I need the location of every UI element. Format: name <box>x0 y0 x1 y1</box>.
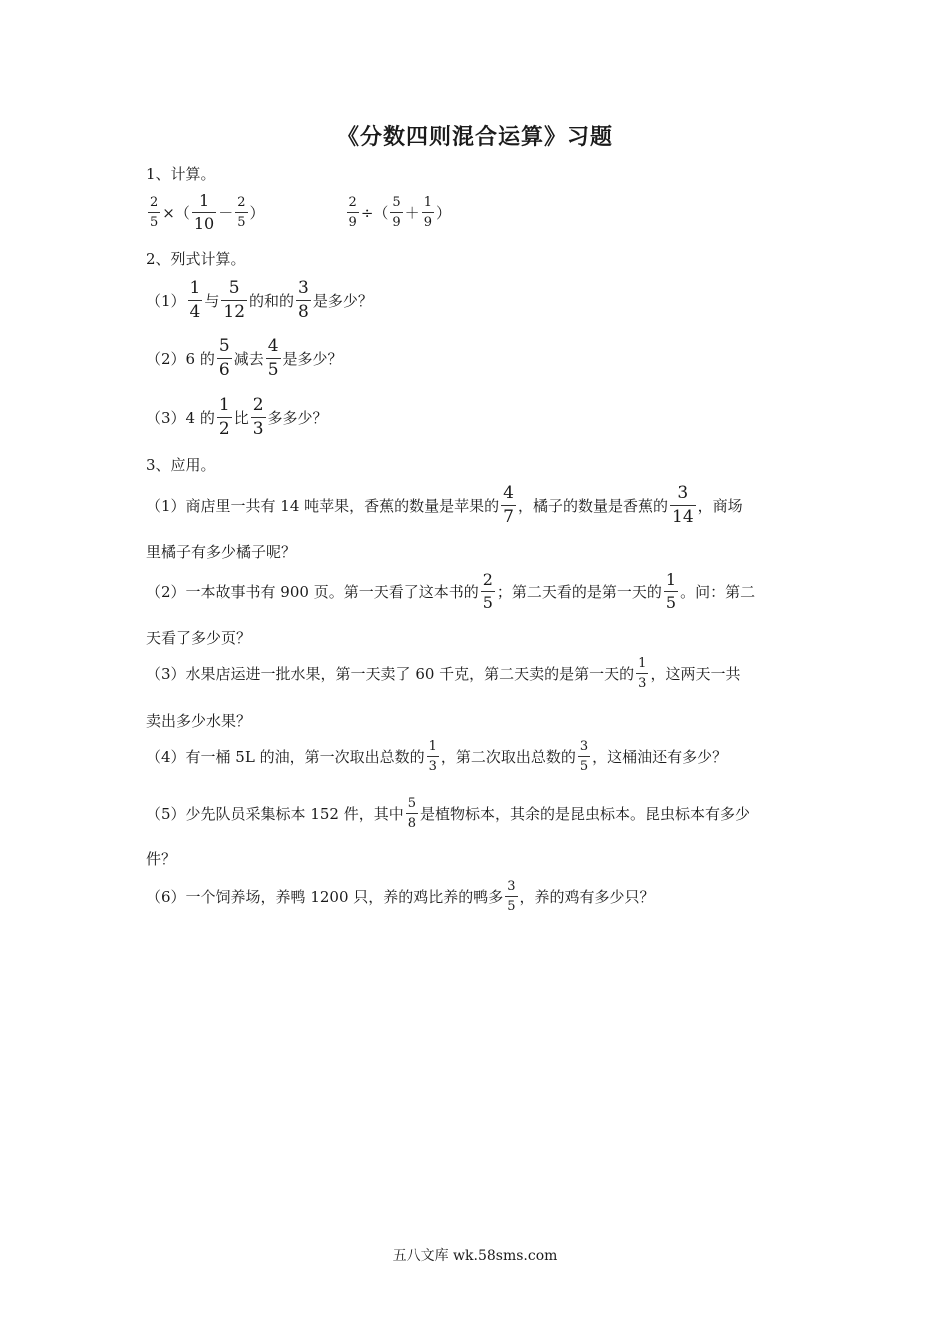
problem-3-6: （6）一个饲养场，养鸭 1200 只，养的鸡比养的鸭多 $\frac{3}{5}$ ，养的鸡有多少只？ <box>146 879 655 914</box>
fraction: $\frac{3}{5}$ <box>507 879 516 914</box>
fraction: $\frac{5}{8}$ <box>407 796 416 831</box>
fraction: $\frac{5}{12}$ <box>223 278 246 322</box>
question-2-1: （1） $\frac{1}{4}$ 与 $\frac{5}{12}$ 的和的 $\frac{3}{8}$ 是多少？ <box>146 278 373 322</box>
fraction: $\frac{1}{3}$ <box>638 656 647 691</box>
fraction: $\frac{2}{5}$ <box>237 195 246 230</box>
problem-3-2-cont: 天看了多少页？ <box>146 629 252 647</box>
fraction: $\frac{1}{4}$ <box>189 278 201 322</box>
page-footer: 五八文库 wk.58sms.com <box>392 1248 558 1264</box>
problem-3-2: （2）一本故事书有 900 页。第一天看了这本书的 $\frac{2}{5}$ ；第二天看的是第一天的 $\frac{1}{5}$ 。问：第二 <box>146 570 756 612</box>
fraction: $\frac{1}{2}$ <box>218 395 230 439</box>
fraction: $\frac{3}{14}$ <box>672 483 694 527</box>
section-3-heading: 3、应用。 <box>146 456 216 474</box>
section-2-heading: 2、列式计算。 <box>146 250 246 268</box>
problem-3-5: （5）少先队员采集标本 152 件，其中 $\frac{5}{8}$ 是植物标本，其余的是昆虫标本。昆虫标本有多少 <box>146 796 751 831</box>
question-2-3: （3）4 的 $\frac{1}{2}$ 比 $\frac{2}{3}$ 多多少？ <box>146 395 328 439</box>
problem-3-4: （4）有一桶 5L 的油，第一次取出总数的 $\frac{1}{3}$ ，第二次取出总数的 $\frac{3}{5}$ ，这桶油还有多少？ <box>146 739 728 774</box>
fraction: $\frac{5}{6}$ <box>218 336 230 380</box>
fraction: $\frac{5}{9}$ <box>392 195 401 230</box>
fraction: $\frac{1}{9}$ <box>423 195 432 230</box>
fraction: $\frac{4}{5}$ <box>267 336 279 380</box>
fraction: $\frac{2}{5}$ <box>482 570 493 612</box>
section-1-heading: 1、计算。 <box>146 165 216 183</box>
fraction: $\frac{1}{10}$ <box>193 191 215 233</box>
page-title: 《分数四则混合运算》习题 <box>336 124 613 150</box>
problem-3-3-cont: 卖出多少水果？ <box>146 712 252 730</box>
problem-3-5-cont: 件？ <box>146 850 177 868</box>
fraction: $\frac{3}{5}$ <box>579 739 589 774</box>
fraction: $\frac{2}{9}$ <box>348 195 357 230</box>
fraction: $\frac{2}{3}$ <box>252 395 264 439</box>
problem-3-3: （3）水果店运进一批水果，第一天卖了 60 千克，第二天卖的是第一天的 $\frac{1}{3}$ ，这两天一共 <box>146 656 741 691</box>
calc-row: $\frac{2}{5}$ ×（ $\frac{1}{10}$ － $\frac{2}{5}$ ） $\frac{2}{9}$ ÷（ $\frac{5}{9}$ ＋ $\frac{1}{9}$ ） <box>150 191 451 233</box>
fraction: $\frac{1}{5}$ <box>665 570 677 612</box>
fraction: $\frac{3}{8}$ <box>298 278 309 322</box>
problem-3-1-cont: 里橘子有多少橘子呢？ <box>146 543 297 561</box>
question-2-2: （2）6 的 $\frac{5}{6}$ 减去 $\frac{4}{5}$ 是多少？ <box>146 336 343 380</box>
fraction: $\frac{4}{7}$ <box>503 483 514 527</box>
fraction: $\frac{1}{3}$ <box>428 739 437 774</box>
problem-3-1: （1）商店里一共有 14 吨苹果，香蕉的数量是苹果的 $\frac{4}{7}$ ，橘子的数量是香蕉的 $\frac{3}{14}$ ，商场 <box>146 483 743 527</box>
fraction: $\frac{2}{5}$ <box>150 195 159 230</box>
